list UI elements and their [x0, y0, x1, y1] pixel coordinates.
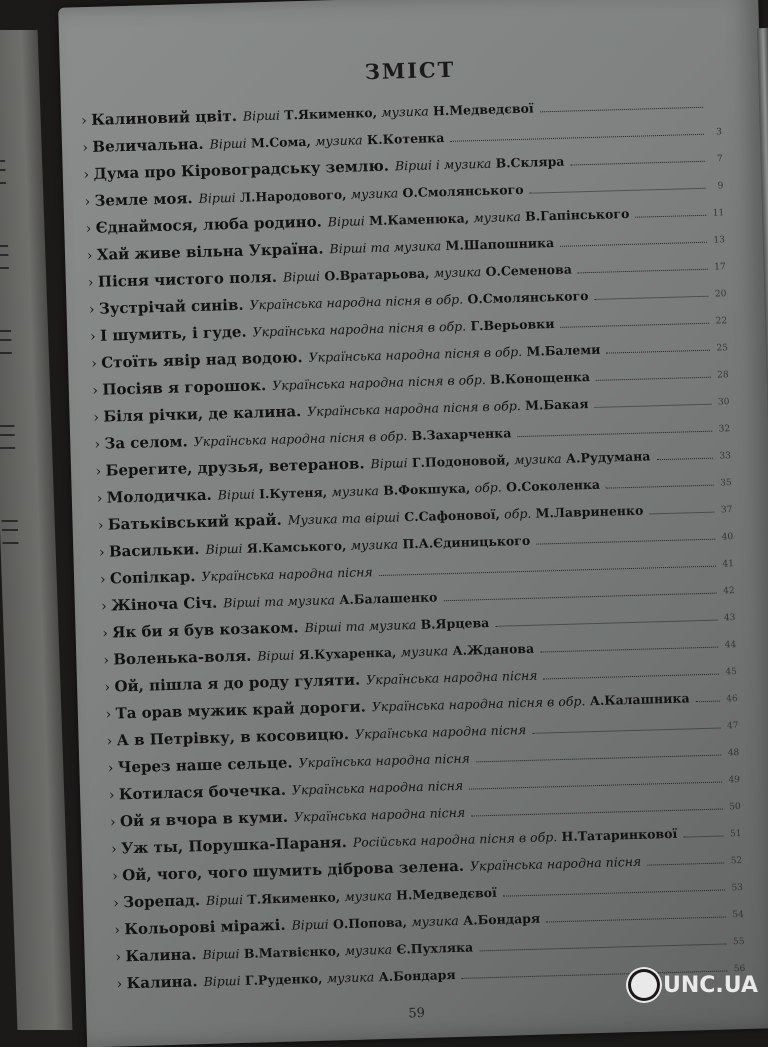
credit-name: О.Соколенка	[506, 477, 600, 495]
dot-leader	[540, 647, 718, 653]
dot-leader	[495, 620, 717, 627]
entry-page-number: 3	[708, 119, 723, 146]
title-period: .	[297, 344, 303, 371]
credit-name: М.Балеми	[526, 342, 600, 359]
bullet-icon: ›	[86, 243, 97, 270]
credits: Вірші М.Сома, музика К.Котенка	[209, 124, 444, 158]
credits: Вірші Г.Подоновой, музика А.Рудумана	[370, 442, 651, 477]
credit-name: В.Конощенка	[490, 369, 590, 387]
bullet-icon: ›	[114, 917, 125, 944]
entry-page-number: 54	[729, 902, 744, 929]
song-title: А в Петрівку, в косовицю	[116, 721, 344, 754]
credit-name: Т.Якименко	[247, 889, 336, 906]
title-period: .	[190, 563, 196, 590]
credits: Вірші Я.Кухаренка, музика А.Жданова	[257, 635, 534, 670]
credit-role: музика	[327, 969, 375, 985]
credit-name: М.Шапошника	[445, 235, 554, 253]
tab-marker	[0, 330, 12, 354]
credit-role: Вірші	[209, 136, 246, 152]
title-period: .	[261, 372, 267, 399]
title-period: .	[280, 777, 286, 804]
credit-role: музика	[401, 643, 449, 659]
bullet-icon: ›	[111, 836, 122, 863]
credit-role: Вірші	[202, 946, 239, 962]
bullet-icon: ›	[92, 378, 103, 405]
credit-role: музика	[351, 536, 399, 552]
song-title: Земле моя	[94, 185, 188, 215]
song-title: Посіяв я горошок	[102, 372, 261, 403]
credit-name: Я.Кухаренка	[299, 645, 393, 663]
bullet-icon: ›	[113, 890, 124, 917]
title-period: .	[280, 912, 286, 939]
song-title: Котилася бочечка	[119, 777, 282, 809]
entry-page-number: 7	[708, 146, 723, 173]
dot-leader	[544, 674, 719, 680]
credit-name: М.Лавриненко	[535, 503, 643, 521]
bullet-icon: ›	[88, 270, 99, 297]
entry-page-number: 50	[726, 794, 741, 821]
dot-leader	[530, 188, 706, 194]
dot-leader	[596, 377, 711, 381]
title-period: .	[282, 804, 288, 831]
credit-name: Г.Верьовки	[470, 316, 554, 333]
entry-page-number: 13	[711, 227, 726, 254]
credit-name: Є.Пухляка	[396, 940, 473, 957]
credit-role: Українська народна пісня в обр.	[252, 319, 466, 340]
song-title: Уж ты, Порушка-Параня	[121, 829, 342, 862]
bullet-icon: ›	[93, 405, 104, 432]
credit-role: музика	[331, 483, 379, 499]
credit-role: Вірші	[205, 541, 242, 557]
title-period: .	[341, 829, 347, 856]
song-title: Єднаймося, люба родино	[95, 209, 317, 242]
credits: Вірші Т.Якименко, музика Н.Медведєвої	[206, 879, 497, 914]
credit-name: А.Бондаря	[378, 967, 455, 984]
dot-leader	[443, 593, 716, 602]
credit-role: Українська народна пісня	[470, 854, 642, 874]
credit-role: музика	[344, 888, 392, 904]
credit-role: музика	[514, 451, 562, 467]
credit-name: В.Ярцева	[420, 615, 489, 632]
credit-name: Г.Руденко	[245, 971, 319, 988]
credit-name: О.Семенова	[485, 262, 572, 279]
bullet-icon: ›	[100, 567, 111, 594]
credit-name: М.Сома	[251, 134, 307, 151]
bullet-icon: ›	[83, 162, 94, 189]
song-title: Калина	[126, 968, 192, 997]
title-period: .	[238, 292, 244, 319]
bullet-icon: ›	[110, 809, 121, 836]
credit-role: Музика та вірші	[288, 509, 401, 527]
bullet-icon: ›	[116, 971, 127, 998]
credit-name: М.Бакая	[525, 396, 589, 413]
dot-leader	[595, 404, 712, 408]
title-period: .	[198, 131, 204, 158]
dot-leader	[546, 916, 726, 922]
credit-role: Вірші та музика	[329, 238, 441, 256]
credits: Вірші Я.Камського, музика П.А.Єдиницького	[205, 527, 530, 563]
page-title: ЗМІСТ	[60, 48, 760, 93]
title-period: .	[383, 153, 389, 180]
title-period: .	[316, 208, 322, 235]
song-title: Зустрічай синів	[99, 292, 239, 323]
entry-page-number: 30	[715, 389, 730, 416]
bullet-icon: ›	[104, 674, 115, 701]
credit-role: музика	[344, 942, 392, 958]
song-title: За селом	[104, 428, 183, 457]
credit-role: Вірші	[243, 108, 280, 124]
song-title: Васильки	[109, 536, 195, 565]
bullet-icon: ›	[95, 459, 106, 486]
title-period: .	[287, 750, 293, 777]
dot-leader	[379, 566, 716, 576]
title-period: .	[318, 235, 324, 262]
credit-name: П.А.Єдиницького	[402, 533, 530, 552]
credit-role: музика	[381, 103, 429, 119]
credit-role: Вірші	[370, 455, 407, 471]
song-title: Як би я був козаком	[112, 614, 294, 646]
credit-role: музика	[411, 913, 459, 929]
entry-page-number: 53	[729, 875, 744, 902]
bullet-icon: ›	[82, 135, 93, 162]
dot-leader	[517, 431, 712, 437]
credit-name: А.Жданова	[452, 641, 534, 658]
title-period: .	[343, 721, 349, 748]
entry-page-number: 35	[717, 470, 732, 497]
title-period: .	[293, 614, 299, 641]
credit-role: Вірші	[257, 647, 294, 663]
dot-leader	[696, 701, 720, 703]
bullet-icon: ›	[105, 701, 116, 728]
credit-name: В.Гапінського	[525, 206, 630, 224]
song-title: Пісня чистого поля	[98, 264, 273, 296]
dot-leader	[479, 943, 726, 951]
credit-role: обр.	[474, 480, 502, 496]
credit-role: Українська народна пісня	[355, 722, 527, 742]
bullet-icon: ›	[107, 755, 118, 782]
song-title: Калина	[125, 941, 191, 970]
bullet-icon: ›	[94, 432, 105, 459]
credit-role: Вірші та музика	[304, 617, 416, 635]
credit-role: Вірші	[283, 269, 320, 285]
credit-role: Вірші	[291, 917, 328, 933]
credit-name: О.Смолянського	[402, 182, 523, 200]
credit-name: І.Кутеня	[259, 485, 323, 502]
title-period: .	[276, 507, 282, 534]
bullet-icon: ›	[96, 486, 107, 513]
entry-page-number: 37	[718, 497, 733, 524]
bullet-icon: ›	[85, 216, 96, 243]
entry-page-number: 46	[723, 686, 738, 713]
entry-page-number: 48	[725, 740, 740, 767]
dot-leader	[606, 350, 710, 354]
dot-leader	[503, 889, 725, 896]
title-period: .	[206, 482, 212, 509]
credit-role: Українська народна пісня в обр.	[249, 292, 463, 313]
entry-page-number: 44	[722, 632, 737, 659]
credits: Вірші Г.Руденко, музика А.Бондаря	[203, 961, 456, 995]
song-title: Молодичка	[106, 482, 207, 512]
dot-leader	[536, 539, 715, 545]
credit-name: К.Котенка	[367, 130, 445, 147]
credit-name: С.Сафонової	[404, 507, 496, 525]
credit-name: А.Калашника	[589, 690, 689, 708]
song-title: Через наше сельце	[117, 750, 287, 782]
entry-page-number: 45	[723, 659, 738, 686]
bullet-icon: ›	[98, 513, 109, 540]
credit-role: Українська народна пісня	[366, 668, 538, 688]
entry-page-number: 22	[713, 308, 728, 335]
song-title: Кольорові міражі	[124, 912, 281, 943]
title-period: .	[246, 643, 252, 670]
dot-leader	[656, 458, 713, 461]
credits: Вірші І.Кутеня, музика В.Фокшука, обр. О.Соколенка	[217, 471, 600, 509]
entry-page-number: 17	[711, 254, 726, 281]
entry-page-number: 20	[712, 281, 727, 308]
song-title: Ой, чого, чого шумить діброва зелена	[122, 853, 459, 889]
entry-page-number: 56	[731, 956, 746, 983]
song-title: Хай живе вільна Україна	[96, 236, 318, 269]
dot-leader	[683, 836, 723, 838]
title-period: .	[212, 590, 218, 617]
credits: Вірші В.Матвієнко, музика Є.Пухляка	[202, 934, 473, 969]
dot-leader	[476, 755, 721, 763]
dot-leader	[570, 161, 704, 166]
bullet-icon: ›	[99, 540, 110, 567]
song-title: Величальна	[92, 131, 199, 161]
song-title: Та орав мужик край дороги	[115, 694, 361, 728]
credit-role: Вірші	[198, 190, 235, 206]
credit-role: Українська народна пісня	[201, 564, 373, 584]
title-period: .	[231, 103, 237, 130]
dot-leader	[647, 863, 724, 866]
credit-role: музика	[315, 132, 363, 148]
credits: Вірші Т.Якименко, музика Н.Медведєвої	[243, 95, 534, 130]
bullet-icon: ›	[101, 594, 112, 621]
credit-name: О.Вратарьова	[324, 266, 425, 284]
credit-role: Українська народна пісня в обр.	[372, 693, 586, 714]
credit-name: Н.Татаринкової	[561, 826, 677, 844]
title-period: .	[194, 887, 200, 914]
dot-leader	[578, 269, 708, 274]
credit-name: В.Фокшука	[383, 481, 466, 498]
title-period: .	[187, 185, 193, 212]
dot-leader	[561, 323, 710, 328]
entry-page-number: 55	[730, 929, 745, 956]
credit-role: Українська народна пісня в обр.	[308, 344, 522, 365]
tab-marker	[0, 160, 6, 184]
credit-name: В.Матвієнко	[244, 943, 337, 961]
title-period: .	[241, 319, 247, 346]
song-title: Сопілкар	[110, 563, 191, 592]
credit-name: Н.Медведєвої	[433, 101, 534, 119]
title-period: .	[359, 450, 365, 477]
credit-role: музика	[434, 264, 482, 280]
song-title: Калиновий цвіт	[91, 103, 232, 134]
credit-role: музика	[351, 185, 399, 201]
entry-page-number: 41	[720, 551, 735, 578]
credit-name: О.Смолянського	[467, 288, 588, 306]
credit-role: Вірші	[218, 486, 255, 502]
bullet-icon: ›	[106, 728, 117, 755]
entry-page-number: 25	[714, 335, 729, 362]
song-title: Біля річки, де калина	[103, 398, 296, 430]
credit-role: Українська народна пісня в обр.	[307, 398, 521, 419]
credit-name: В.Скляра	[495, 154, 564, 171]
title-period: .	[296, 398, 302, 425]
dot-leader	[471, 809, 723, 817]
entry-page-number: 28	[714, 362, 729, 389]
bullet-icon: ›	[91, 351, 102, 378]
title-period: .	[182, 428, 188, 455]
dot-leader	[560, 242, 707, 247]
title-period: .	[458, 853, 464, 880]
entry-page-number: 47	[724, 713, 739, 740]
credit-role: музика	[473, 209, 521, 225]
credits: Вірші О.Попова, музика А.Бондаря	[291, 905, 540, 939]
credit-role: Вірші	[206, 892, 243, 908]
page-number: 59	[408, 1006, 425, 1021]
song-title: Батьківський край	[107, 507, 276, 539]
dot-leader	[450, 134, 704, 142]
bullet-icon: ›	[112, 863, 123, 890]
credit-name: Г.Подоновой	[412, 452, 506, 470]
bullet-icon: ›	[81, 108, 92, 135]
dot-leader	[540, 107, 703, 113]
dot-leader	[532, 728, 720, 734]
entry-page-number: 49	[726, 767, 741, 794]
book-page	[58, 0, 768, 1047]
bullet-icon: ›	[103, 647, 114, 674]
credits: Вірші М.Каменюка, музика В.Гапінського	[327, 200, 629, 235]
song-title: Берегите, друзья, ветеранов	[105, 451, 359, 485]
credit-role: Вірші і музика	[395, 156, 492, 174]
credit-role: Вірші та музика	[223, 592, 335, 610]
dot-leader	[635, 215, 706, 218]
entry-page-number: 52	[728, 848, 743, 875]
bullet-icon: ›	[84, 189, 95, 216]
credit-name: А.Рудумана	[566, 448, 651, 465]
credit-name: Н.Медведєвої	[396, 885, 497, 903]
credit-name: О.Попова	[333, 915, 403, 932]
entry-page-number: 51	[727, 821, 742, 848]
credit-name: Т.Якименко	[284, 105, 373, 122]
bullet-icon: ›	[90, 324, 101, 351]
credit-name: Л.Народового	[240, 187, 342, 205]
credit-name: А.Балашенко	[339, 589, 438, 607]
bullet-icon: ›	[102, 621, 113, 648]
song-title: Жіноча Січ	[111, 590, 213, 620]
credit-role: Російська народна пісня в обр.	[353, 829, 558, 850]
title-period: .	[271, 264, 277, 291]
sun-logo-icon	[631, 972, 657, 998]
page-stack-edge	[757, 28, 768, 1018]
song-title: Зорепад	[123, 887, 195, 916]
tab-marker	[0, 425, 15, 449]
previous-page-edge	[0, 30, 72, 1030]
entry-page-number: 42	[720, 578, 735, 605]
credit-name: Я.Камського	[247, 538, 343, 556]
entry-page-number: 40	[719, 524, 734, 551]
entry-page-number: 33	[717, 443, 732, 470]
credit-role: Українська народна пісня	[298, 751, 470, 771]
dot-leader	[606, 485, 714, 489]
bullet-icon: ›	[115, 944, 126, 971]
title-period: .	[192, 968, 198, 995]
credits: Вірші Л.Народового, музика О.Смолянського	[198, 176, 524, 212]
title-period: .	[355, 667, 361, 694]
entry-page-number: 9	[709, 173, 724, 200]
dot-leader	[649, 512, 714, 515]
credit-role: Вірші	[328, 213, 365, 229]
song-title: І шумить, і гуде	[100, 319, 242, 350]
watermark	[631, 972, 758, 998]
credit-role: Українська народна пісня в обр.	[272, 372, 486, 393]
song-title: Воленька-воля	[113, 643, 247, 674]
song-title: Ой я вчора в куми	[120, 804, 283, 836]
song-title: Ой, пішла я до роду гуляти	[114, 667, 355, 701]
credit-role: обр.	[504, 506, 532, 522]
credit-name: В.Захарченка	[411, 425, 511, 443]
bullet-icon: ›	[89, 297, 100, 324]
credit-name: А.Бондаря	[463, 911, 540, 928]
title-period: .	[194, 536, 200, 563]
song-title: Дума про Кіровоградську землю	[93, 153, 384, 188]
dot-leader	[469, 782, 722, 790]
credit-role: Українська народна пісня	[294, 805, 466, 825]
credits: Вірші О.Вратарьова, музика О.Семенова	[283, 256, 573, 291]
credit-role: Українська народна пісня в обр.	[194, 428, 408, 449]
title-period: .	[360, 693, 366, 720]
watermark-text: UNC.UA	[663, 973, 758, 998]
tab-marker	[2, 520, 19, 544]
credits: Музика та вірші С.Сафонової, обр. М.Лавриненко	[287, 497, 643, 534]
bullet-icon: ›	[109, 782, 120, 809]
entry-page-number: 43	[721, 605, 736, 632]
credit-role: Українська народна пісня	[292, 778, 464, 798]
title-period: .	[191, 941, 197, 968]
credit-role: Вірші	[203, 973, 240, 989]
entry-page-number: 32	[716, 416, 731, 443]
tab-marker	[0, 245, 9, 269]
entry-page-number: 11	[710, 200, 725, 227]
song-title: Стоїть явір над водою	[101, 344, 298, 376]
table-of-contents	[81, 89, 746, 998]
credit-name: М.Каменюка	[369, 211, 465, 229]
dot-leader	[595, 296, 709, 300]
